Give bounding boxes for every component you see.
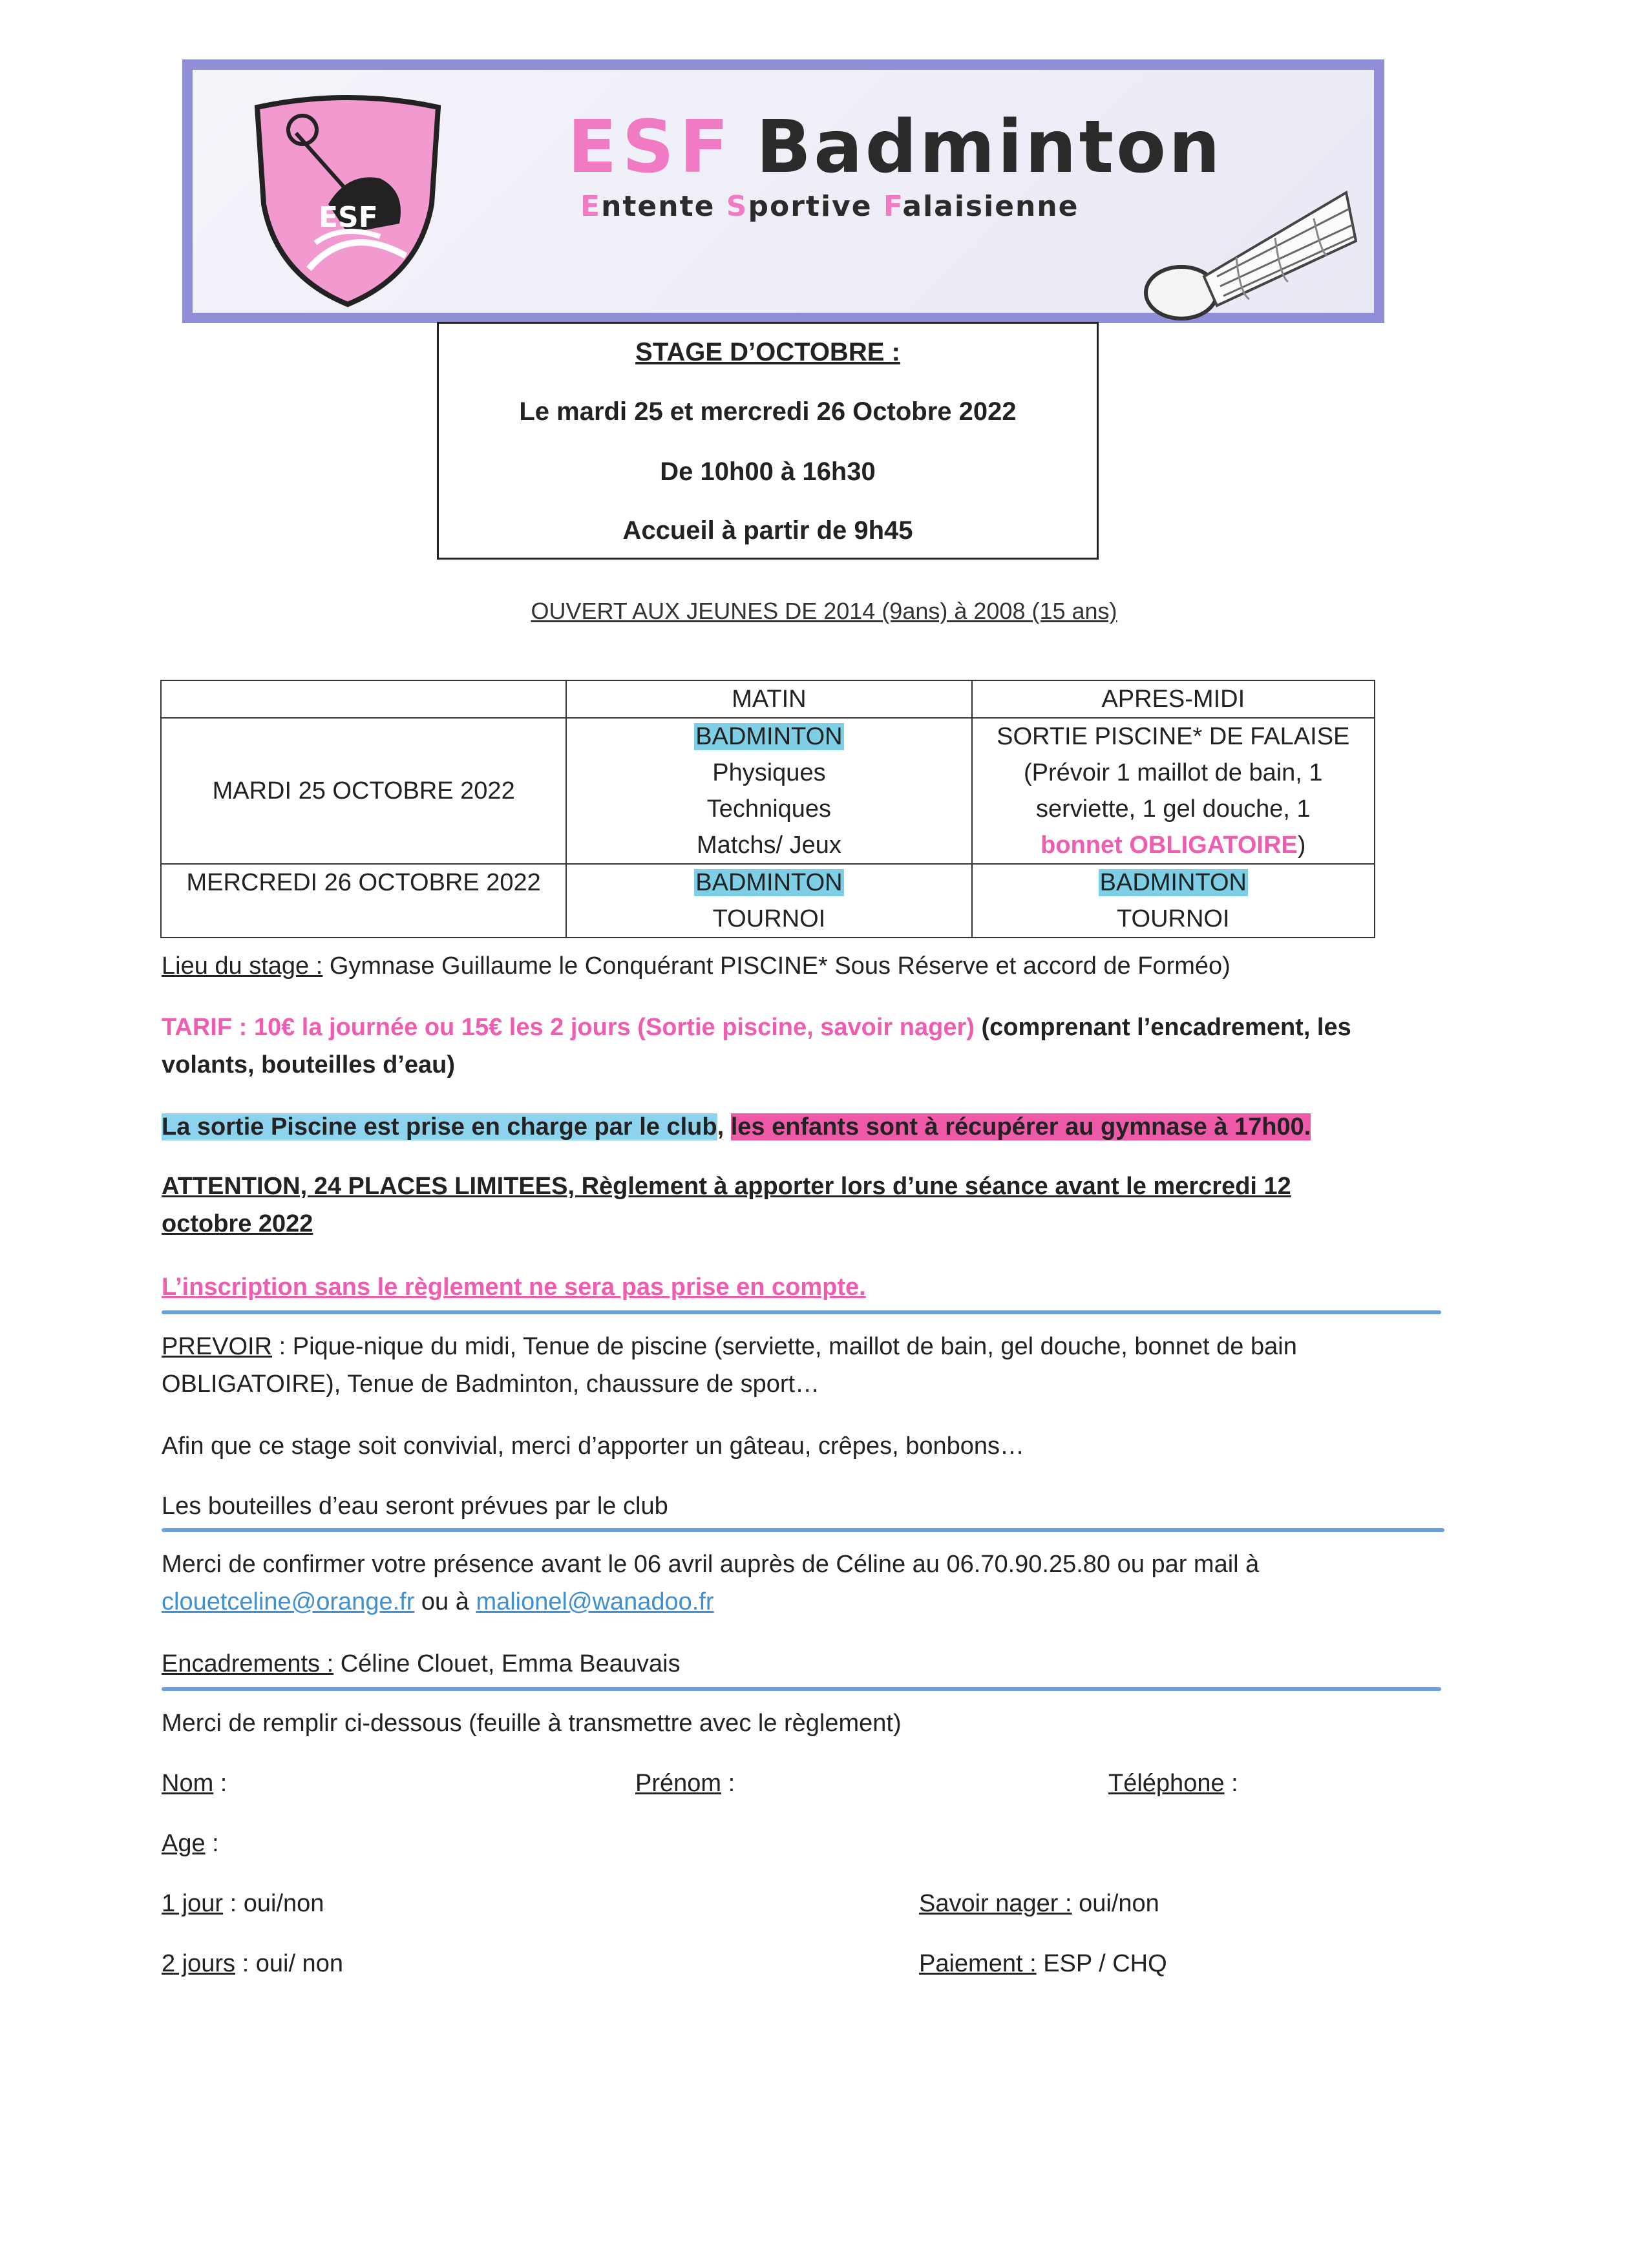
inscription-note: L’inscription sans le règlement ne sera pas prise en compte. (162, 1274, 866, 1301)
field-swim-label: Savoir nager : (919, 1890, 1072, 1917)
afternoon-badminton: BADMINTON (1099, 869, 1247, 896)
morning-cell (566, 864, 971, 938)
field-payment-label: Paiement : (919, 1950, 1037, 1977)
field-two-days (162, 1946, 343, 1982)
staff-label: Encadrements : (162, 1650, 334, 1677)
field-colon: : (205, 1830, 219, 1857)
table-row (161, 718, 1375, 864)
day-cell: MERCREDI 26 OCTOBRE 2022 (161, 864, 566, 938)
water-line: Les bouteilles d’eau seront prévues par le club (162, 1493, 668, 1520)
email-link-celine[interactable]: clouetceline@orange.fr (162, 1588, 415, 1615)
location-text: Gymnase Guillaume le Conquérant PISCINE* Sous Réserve et accord de Forméo) (322, 952, 1231, 980)
table-header-empty (161, 680, 566, 718)
subtitle-cap-s: S (726, 190, 748, 223)
prevoir-text: : Pique-nique du midi, Tenue de piscine (serviette, maillot de bain, gel douche, bonnet de bain OBLIGATOIRE), Tenue de Badminton, chaussure de sport… (162, 1333, 1297, 1398)
table-header-row (161, 680, 1375, 718)
field-swim (919, 1885, 1159, 1922)
brand-subtitle (580, 190, 1079, 223)
table-header-morning: MATIN (566, 680, 971, 718)
table-row (161, 864, 1375, 938)
divider (162, 1687, 1441, 1691)
attention-paragraph: ATTENTION, 24 PLACES LIMITEES, Règlement à apporter lors d’une séance avant le mercredi 12 octobre 2022 (162, 1173, 1291, 1237)
pool-note-pickup: les enfants sont à récupérer au gymnase à 17h00. (730, 1113, 1311, 1140)
form-intro: Merci de remplir ci-dessous (feuille à transmettre avec le règlement) (162, 1710, 902, 1737)
schedule-table (160, 680, 1375, 938)
club-shield-logo (251, 94, 445, 308)
subtitle-cap-e: E (580, 190, 602, 223)
field-payment-value: ESP / CHQ (1036, 1950, 1167, 1977)
divider (162, 1528, 1444, 1532)
field-one-day-value: : oui/non (223, 1890, 324, 1917)
tarif-price: TARIF : 10€ la journée ou 15€ les 2 jours (Sortie piscine, savoir nager) (162, 1014, 975, 1041)
brand-title (567, 105, 1223, 189)
field-two-days-label: 2 jours (162, 1950, 236, 1977)
shield-text: ESF (319, 201, 378, 234)
morning-badminton: BADMINTON (695, 723, 843, 750)
email-link-malionel[interactable]: malionel@wanadoo.fr (476, 1588, 714, 1615)
field-one-day-label: 1 jour (162, 1890, 224, 1917)
audience-line: OUVERT AUX JEUNES DE 2014 (9ans) à 2008 (15 ans) (531, 598, 1117, 624)
confirm-paragraph (162, 1546, 1422, 1621)
morning-cell (566, 718, 971, 864)
confirm-joiner: ou à (414, 1588, 476, 1615)
location-label: Lieu du stage : (162, 952, 323, 980)
stage-hours: De 10h00 à 16h30 (660, 457, 876, 486)
staff-line (162, 1645, 1389, 1683)
field-nom-label: Nom (162, 1770, 214, 1797)
afternoon-close: ) (1297, 832, 1306, 859)
stage-welcome: Accueil à partir de 9h45 (622, 516, 913, 545)
pool-note: La sortie Piscine est prise en charge par le club, les enfants sont à récupérer au gymnase à 17h00. (162, 1113, 1311, 1140)
afternoon-line: (Prévoir 1 maillot de bain, 1 (1024, 759, 1323, 786)
field-payment (919, 1946, 1167, 1982)
morning-line: Matchs/ Jeux (696, 832, 841, 859)
afternoon-line: serviette, 1 gel douche, 1 (1035, 795, 1311, 823)
staff-names: Céline Clouet, Emma Beauvais (333, 1650, 681, 1677)
field-age (162, 1825, 219, 1862)
tarif-includes: (comprenant l’encadrement, les volants, bouteilles d’eau) (162, 1014, 1351, 1078)
subtitle-word-3: alaisienne (902, 190, 1079, 223)
field-two-days-value: : oui/ non (235, 1950, 343, 1977)
table-header-afternoon: APRES-MIDI (972, 680, 1375, 718)
subtitle-cap-f: F (883, 190, 903, 223)
afternoon-cell (972, 864, 1375, 938)
subtitle-word-2: portive (748, 190, 872, 223)
field-swim-value: oui/non (1072, 1890, 1159, 1917)
morning-badminton: BADMINTON (695, 869, 843, 896)
stage-dates: Le mardi 25 et mercredi 26 Octobre 2022 (519, 397, 1017, 426)
prevoir-label: PREVOIR (162, 1333, 273, 1360)
stage-title: STAGE D’OCTOBRE : (635, 338, 900, 366)
field-prenom (635, 1765, 735, 1801)
field-nom (162, 1765, 227, 1801)
afternoon-cell (972, 718, 1375, 864)
field-one-day (162, 1885, 324, 1922)
field-prenom-label: Prénom (635, 1770, 722, 1797)
brand-esf: ESF (567, 105, 734, 189)
divider (162, 1310, 1441, 1314)
prevoir-paragraph (162, 1328, 1389, 1403)
subtitle-word-1: ntente (601, 190, 715, 223)
afternoon-line: SORTIE PISCINE* DE FALAISE (997, 723, 1350, 750)
field-colon: : (721, 1770, 735, 1797)
convivial-line: Afin que ce stage soit convivial, merci d’apporter un gâteau, crêpes, bonbons… (162, 1433, 1024, 1460)
stage-info-box (437, 322, 1099, 560)
morning-line: Techniques (706, 795, 832, 823)
morning-line: Physiques (712, 759, 826, 786)
afternoon-emphasis: bonnet OBLIGATOIRE (1041, 832, 1298, 859)
morning-sub: TOURNOI (712, 905, 826, 932)
pool-note-club: La sortie Piscine est prise en charge par le club (162, 1113, 717, 1140)
location-line (162, 947, 1389, 985)
field-telephone-label: Téléphone (1108, 1770, 1225, 1797)
brand-badminton: Badminton (755, 105, 1223, 189)
field-age-label: Age (162, 1830, 206, 1857)
shuttlecock-icon (1133, 180, 1366, 328)
afternoon-sub: TOURNOI (1117, 905, 1230, 932)
header-banner (182, 59, 1384, 323)
day-cell: MARDI 25 OCTOBRE 2022 (161, 718, 566, 864)
field-colon: : (213, 1770, 227, 1797)
tarif-paragraph (162, 1009, 1402, 1084)
field-colon: : (1224, 1770, 1238, 1797)
confirm-text: Merci de confirmer votre présence avant le 06 avril auprès de Céline au 06.70.90.25.80 ou par mail à (162, 1551, 1260, 1578)
field-telephone (1108, 1765, 1238, 1801)
